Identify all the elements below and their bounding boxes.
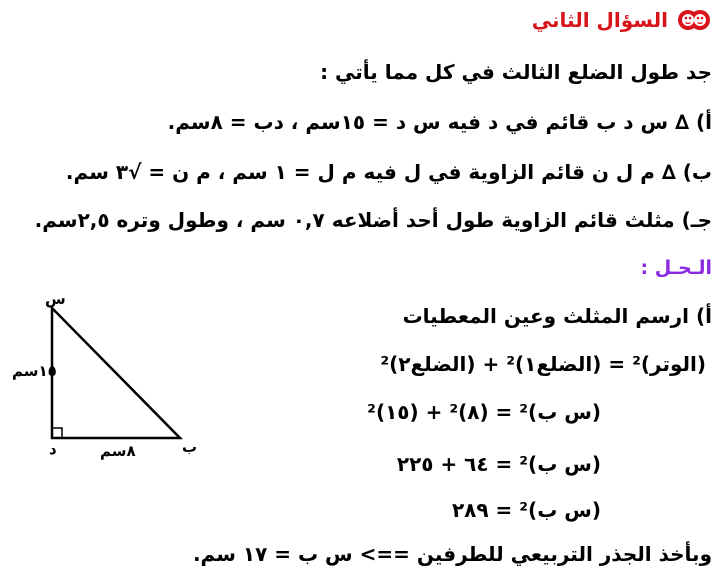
solution-step-1: أ) ارسم المثلث وعين المعطيات	[402, 304, 712, 328]
vertex-label-top: س	[45, 290, 66, 308]
right-angle-marker	[52, 428, 62, 438]
side-label-horizontal: ٨سم	[100, 442, 136, 460]
triangle-shape	[52, 308, 180, 438]
question-title: السؤال الثاني	[531, 8, 668, 32]
question-part-c: جـ) مثلث قائم الزاوية طول أحد أضلاعه ٠,٧ سم ، وطول وتره ٢,٥سم.	[34, 208, 712, 232]
decorative-faces-icon	[676, 5, 712, 35]
right-triangle-figure	[40, 300, 200, 450]
solution-step-2: (الوتر)² = (الضلع١)² + (الضلع٢)²	[380, 352, 706, 376]
solution-step-6: وبأخذ الجذر التربيعي للطرفين ==> س ب = ١٧ سم.	[192, 542, 712, 566]
solution-step-5: (س ب)² = ٢٨٩	[451, 498, 601, 522]
solution-step-3: (س ب)² = (٨)² + (١٥)²	[367, 400, 601, 424]
question-prompt: جد طول الضلع الثالث في كل مما يأتي :	[320, 60, 712, 84]
vertex-label-right-angle: د	[49, 440, 57, 458]
vertex-label-right: ب	[182, 438, 198, 456]
side-label-vertical: ١٥سم	[12, 362, 57, 380]
question-part-b: ب) ∆ م ل ن قائم الزاوية في ل فيه م ل = ١ سم ، م ن = √٣ سم.	[65, 160, 712, 184]
solution-step-4: (س ب)² = ٦٤ + ٢٢٥	[396, 452, 601, 476]
question-part-a: أ) ∆ س د ب قائم في د فيه س د = ١٥سم ، دب = ٨سم.	[167, 110, 712, 134]
solution-label: الـحـل :	[640, 257, 712, 279]
